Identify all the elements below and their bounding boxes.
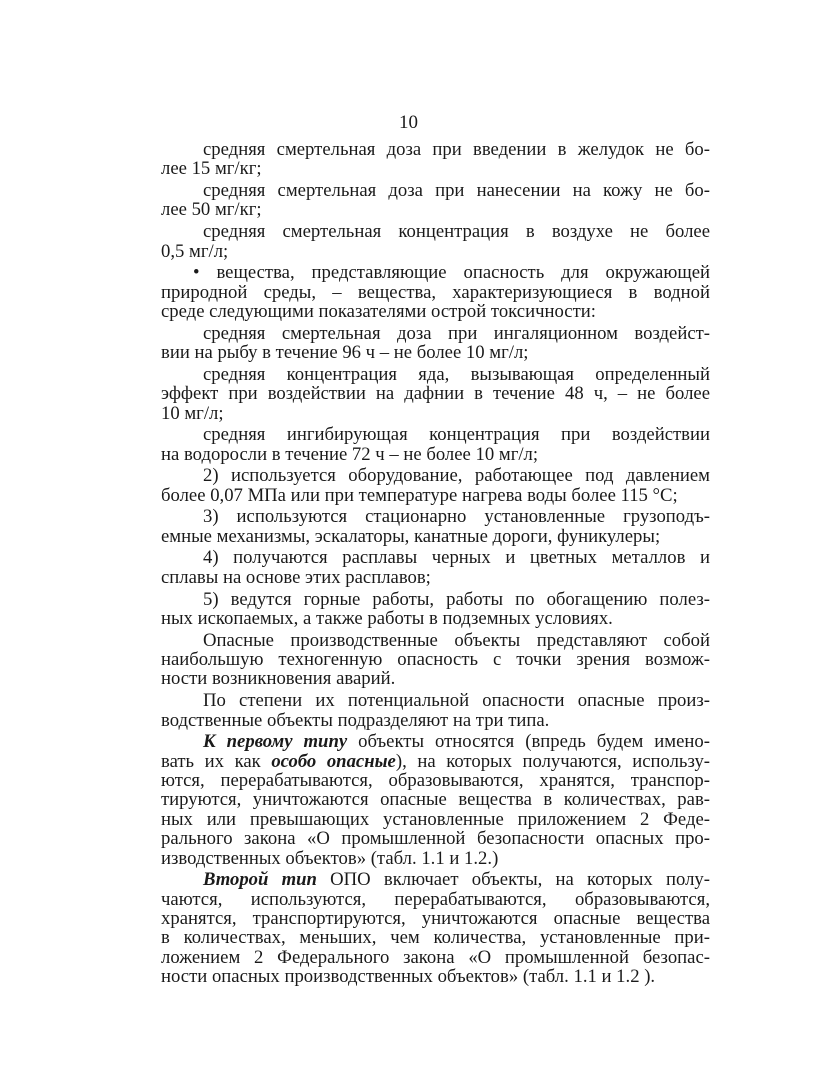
paragraph: [161, 548, 710, 587]
emphasis-especially-dangerous: особо опасные: [271, 750, 396, 772]
text-line: средняя ингибирующая концентрация при воздействии: [203, 424, 710, 446]
paragraph: [161, 324, 710, 363]
text-line: на водоросли в течение 72 ч – не более 10 мг/л;: [161, 443, 539, 465]
text-line: 5) ведутся горные работы, работы по обогащению полез-: [203, 588, 710, 610]
text-line: средняя смертельная доза при нанесении на кожу не бо-: [203, 180, 710, 202]
text-line: емные механизмы, эскалаторы, канатные дороги, фуникулеры;: [161, 525, 661, 547]
text-line: лее 50 мг/кг;: [161, 199, 262, 221]
paragraph: [161, 365, 710, 423]
paragraph: [161, 140, 710, 179]
text-line: в количествах, меньших, чем количества, установленные при-: [161, 927, 710, 949]
text-line: средняя смертельная доза при введении в желудок не бо-: [203, 139, 710, 160]
paragraph: [161, 507, 710, 546]
text-line: лее 15 мг/кг;: [161, 158, 262, 180]
text-line: средняя концентрация яда, вызывающая определенный: [203, 363, 710, 385]
text-line: 2) используется оборудование, работающее под давлением: [203, 465, 710, 487]
document-body: [161, 140, 710, 987]
text-line: ных или превышающих установленные приложением 2 Феде-: [161, 808, 710, 830]
paragraph: [161, 263, 710, 321]
text-line: средняя смертельная доза при ингаляционном воздейст-: [203, 322, 710, 344]
text-line: наибольшую техногенную опасность с точки зрения возмож-: [161, 649, 710, 671]
text-line: изводственных объектов» (табл. 1.1 и 1.2.): [161, 847, 499, 869]
text-line: чаются, используются, перерабатываются, образовываются,: [161, 888, 710, 910]
text-line: ности опасных производственных объектов» (табл. 1.1 и 1.2 ).: [161, 966, 656, 988]
text-line: рального закона «О промышленной безопасности опасных про-: [161, 828, 710, 850]
emphasis-second-type: Второй тип: [203, 869, 317, 891]
text-line: ются, перерабатываются, образовываются, хранятся, транспор-: [161, 769, 710, 791]
text-line: тируются, уничтожаются опасные вещества в количествах, рав-: [161, 789, 710, 811]
text-line: хранятся, транспортируются, уничтожаются опасные вещества: [161, 908, 710, 929]
text-line: [161, 752, 710, 771]
text-line: водственные объекты подразделяют на три типа.: [161, 709, 550, 731]
text-line: 3) используются стационарно установленные грузоподъ-: [203, 506, 710, 528]
text-line: ности возникновения аварий.: [161, 668, 396, 690]
text-segment: ОПО включает объекты, на которых полу-: [316, 869, 710, 891]
text-line: ложением 2 Федерального закона «О промышленной безопас-: [161, 946, 710, 968]
text-line: Опасные производственные объекты представляют собой: [203, 629, 710, 651]
text-segment: вать их как: [161, 750, 272, 772]
text-line: 0,5 мг/л;: [161, 240, 229, 262]
text-segment: объекты относятся (впредь будем имено-: [347, 731, 710, 753]
paragraph: [161, 870, 710, 986]
emphasis-first-type: К первому типу: [203, 731, 348, 753]
paragraph: [161, 466, 710, 505]
paragraph: [161, 631, 710, 689]
text-line: 4) получаются расплавы черных и цветных металлов и: [203, 547, 710, 569]
text-line: средняя смертельная концентрация в воздухе не более: [203, 221, 710, 243]
text-line: ных ископаемых, а также работы в подземных условиях.: [161, 607, 613, 629]
text-segment: ), на которых получаются, использу-: [395, 750, 711, 772]
text-line: 10 мг/л;: [161, 402, 224, 424]
text-line: сплавы на основе этих расплавов;: [161, 566, 431, 588]
text-line: • вещества, представляющие опасность для окружающей: [193, 262, 710, 284]
page-number: 10: [399, 112, 418, 133]
paragraph: [161, 222, 710, 261]
text-line: эффект при воздействии на дафнии в течение 48 ч, – не более: [161, 383, 710, 405]
paragraph: [161, 732, 710, 868]
paragraph: [161, 425, 710, 464]
paragraph: [161, 590, 710, 629]
text-line: вии на рыбу в течение 96 ч – не более 10 мг/л;: [161, 342, 529, 364]
text-line: природной среды, – вещества, характеризующиеся в водной: [161, 281, 710, 303]
text-line: По степени их потенциальной опасности опасные произ-: [203, 690, 710, 712]
paragraph: [161, 691, 710, 730]
paragraph: [161, 181, 710, 220]
text-line: среде следующими показателями острой токсичности:: [161, 301, 596, 323]
text-line: [161, 870, 710, 889]
text-line: более 0,07 МПа или при температуре нагрева воды более 115 °С;: [161, 484, 678, 506]
text-line: [161, 732, 710, 751]
